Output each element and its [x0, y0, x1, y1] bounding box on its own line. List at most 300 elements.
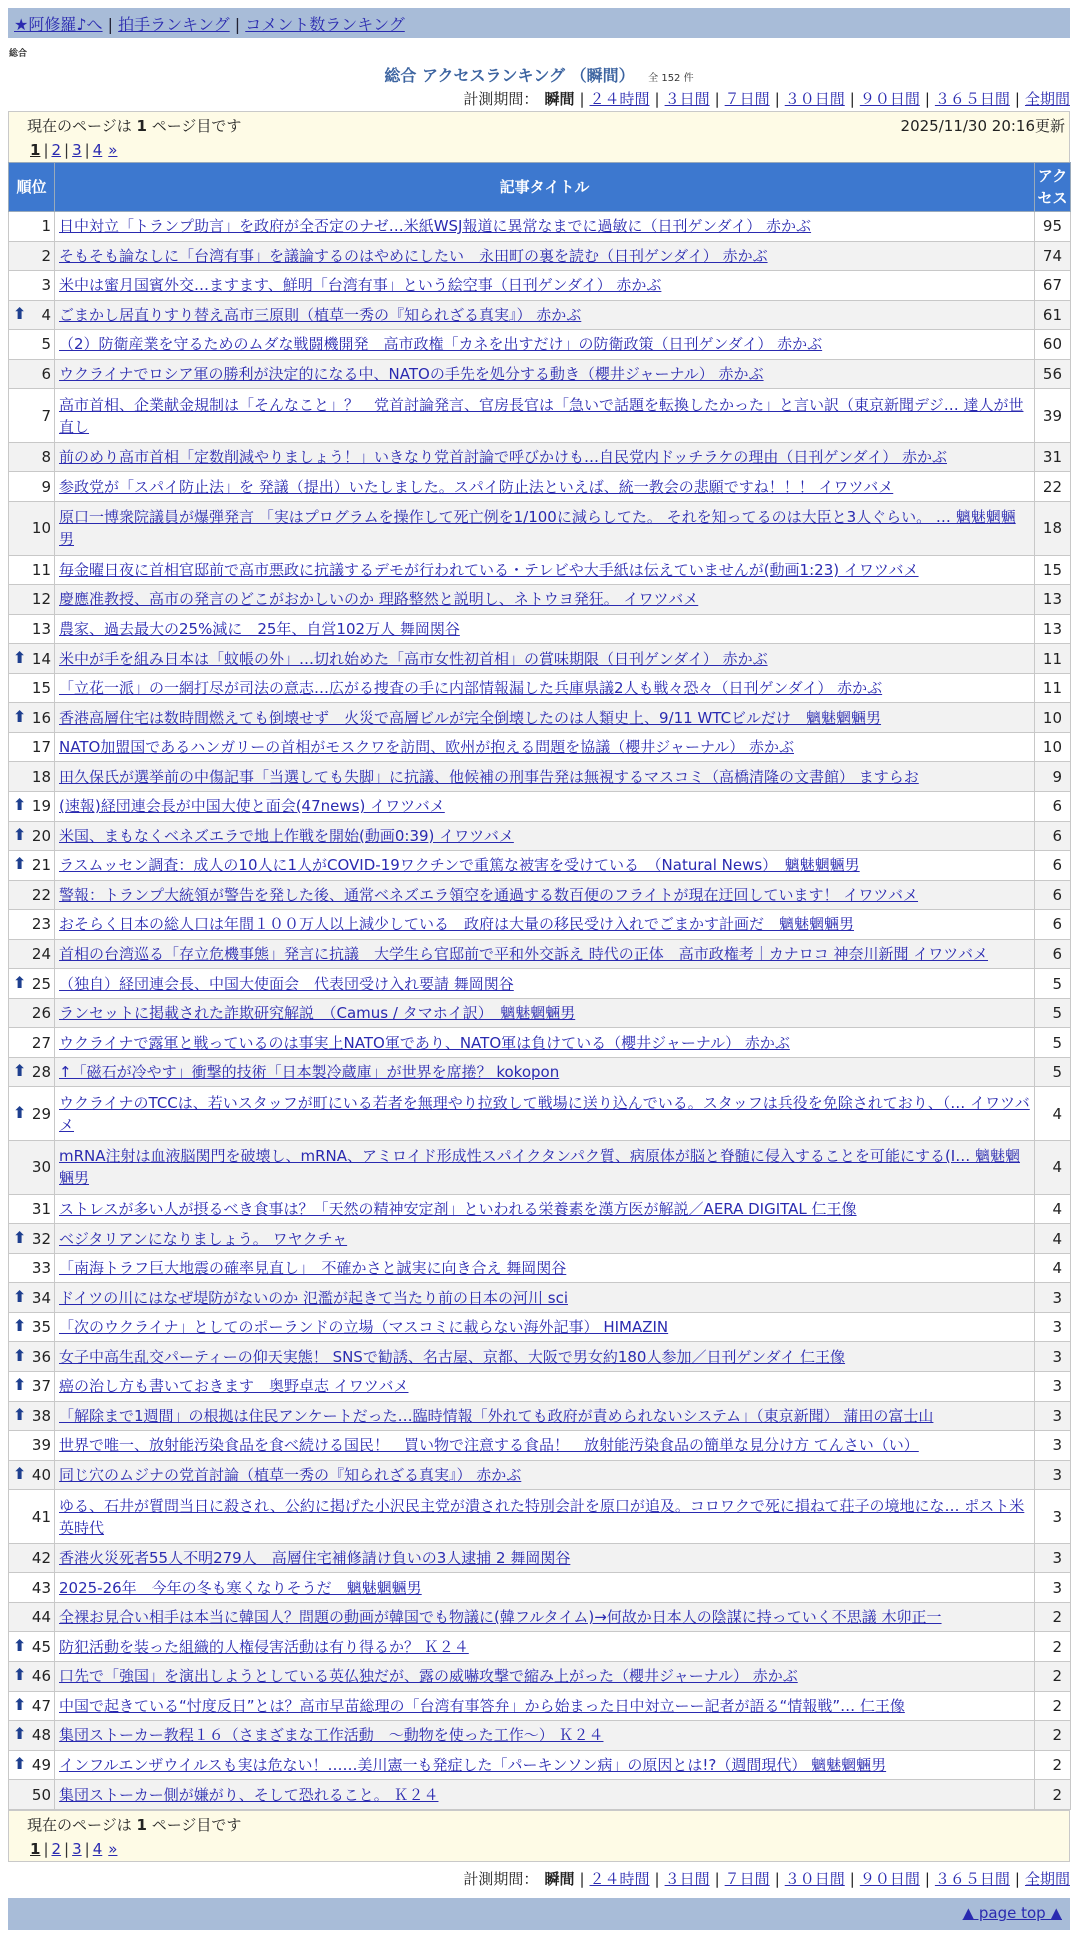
article-title-link[interactable]: 日中対立「トランプ助言」を政府が全否定のナゼ…米紙WSJ報道に異常なまでに過敏に（日刊ゲンダイ） 赤かぶ [59, 217, 812, 236]
up-arrow-icon: ⬆ [13, 303, 27, 323]
table-row [9, 851, 1071, 881]
access-count: 2 [1035, 1691, 1071, 1721]
page-top-link[interactable]: ▲ page top ▲ [962, 1904, 1062, 1922]
table-row [9, 1057, 1071, 1087]
table-row [9, 330, 1071, 360]
article-title-link[interactable]: 農家、過去最大の25%減に 25年、自営102万人 舞岡関谷 [59, 619, 460, 638]
rank-cell [9, 555, 55, 585]
rank-number: 29 [31, 1104, 51, 1123]
article-title-link[interactable]: ウクライナのTCCは、若いスタッフが町にいる若者を無理やり拉致して戦場に送り込んでいる。スタッフは兵役を免除されており、（… イワツバメ [59, 1093, 1030, 1134]
article-title-link[interactable]: ウクライナでロシア軍の勝利が決定的になる中、NATOの手先を処分する動き（櫻井ジャーナル） 赤かぶ [59, 365, 764, 383]
rank-cell [9, 1721, 55, 1751]
rank-number: 44 [31, 1608, 51, 1627]
rank-number: 1 [41, 217, 51, 236]
up-arrow-icon: ⬆ [13, 1375, 27, 1395]
access-count: 4 [1035, 1253, 1071, 1283]
table-row [9, 1401, 1071, 1431]
page-title [0, 63, 1078, 86]
up-arrow-icon: ⬆ [13, 1102, 27, 1122]
table-row [9, 644, 1071, 674]
title-cell [55, 585, 1035, 615]
table-row [9, 821, 1071, 851]
access-count: 6 [1035, 851, 1071, 881]
title-cell [55, 330, 1035, 360]
rank-number: 41 [31, 1507, 51, 1526]
rank-cell [9, 1372, 55, 1402]
title-cell [55, 732, 1035, 762]
access-count: 74 [1035, 241, 1071, 271]
rank-cell [9, 1312, 55, 1342]
table-row [9, 300, 1071, 330]
access-count: 9 [1035, 762, 1071, 792]
article-title-link[interactable]: 毎金曜日夜に首相官邸前で高市悪政に抗議するデモが行われている・テレビや大手紙は伝えていませんが(動画1:23) イワツバメ [59, 560, 919, 579]
article-title-link[interactable]: 「次のウクライナ」としてのポーランドの立場（マスコミに載らない海外記事） HIMAZIN [59, 1318, 669, 1337]
period-selector-top [463, 88, 1070, 109]
article-title-link[interactable]: （独自）経団連会長、中国大使面会 代表団受け入れ要請 舞岡関谷 [59, 974, 514, 993]
rank-cell [9, 1141, 55, 1195]
rank-number: 24 [31, 945, 51, 963]
rank-number: 25 [31, 974, 51, 993]
title-cell [55, 1312, 1035, 1342]
table-row [9, 1490, 1071, 1544]
bottom-bar [8, 1898, 1070, 1930]
article-title-link[interactable]: 集団ストーカー教程１６（さまざまな工作活動 ～動物を使った工作～） Ｋ２４ [59, 1726, 604, 1745]
title-cell [55, 1253, 1035, 1283]
access-count: 6 [1035, 939, 1071, 969]
rank-cell [9, 1662, 55, 1692]
article-title-link[interactable]: 田久保氏が選挙前の中傷記事「当選しても失脚」に抗議、他候補の刑事告発は無視するマスコミ（高橋清隆の文書館） ますらお [59, 767, 919, 786]
article-title-link[interactable]: ラスムッセン調査：成人の10人に1人がCOVID-19ワクチンで重篤な被害を受けている （Natural News） 魑魅魍魎男 [59, 856, 860, 875]
title-cell [55, 1372, 1035, 1402]
table-row [9, 442, 1071, 472]
title-cell [55, 998, 1035, 1028]
rank-number: 30 [31, 1158, 51, 1177]
rank-cell [9, 1431, 55, 1461]
page-info-prefix: 現在のページは [27, 1816, 132, 1834]
period-separator: | [654, 90, 660, 108]
page-link-2[interactable]: 2 [51, 141, 62, 159]
period-link-0[interactable]: ２４時間 [589, 90, 650, 108]
article-title-link[interactable]: (速報)経団連会長が中国大使と面会(47news) イワツバメ [59, 797, 445, 816]
access-count: 10 [1035, 732, 1071, 762]
rank-number: 28 [31, 1063, 51, 1082]
period-link-2[interactable]: ７日間 [724, 1870, 770, 1888]
up-arrow-icon: ⬆ [13, 972, 27, 992]
table-row [9, 703, 1071, 733]
article-title-link[interactable]: 香港高層住宅は数時間燃えても倒壊せず 火災で高層ビルが完全倒壊したのは人類史上、9/11 WTCビルだけ 魑魅魍魎男 [59, 708, 882, 727]
access-count: 3 [1035, 1431, 1071, 1461]
article-title-link[interactable]: 首相の台湾巡る「存立危機事態」発言に抗議 大学生ら官邸前で平和外交訴え 時代の正体 高市政権考｜カナロコ 神奈川新聞 イワツバメ [59, 945, 989, 963]
rank-cell [9, 472, 55, 502]
access-count: 3 [1035, 1372, 1071, 1402]
title-cell [55, 792, 1035, 822]
pagination-panel-bottom [8, 1810, 1070, 1862]
page-info-number: 1 [136, 117, 147, 135]
section-label: 総合 [9, 49, 28, 59]
article-title-link[interactable]: 防犯活動を装った組織的人権侵害活動は有り得るか？ Ｋ２４ [59, 1637, 469, 1656]
period-separator: | [774, 90, 780, 108]
title-cell [55, 300, 1035, 330]
current-page-number: 1 [30, 1840, 41, 1858]
table-row [9, 1460, 1071, 1490]
rank-number: 49 [31, 1755, 51, 1774]
access-count: 10 [1035, 703, 1071, 733]
page-link-3[interactable]: 3 [72, 141, 82, 159]
rank-number: 3 [41, 276, 51, 295]
table-row [9, 1543, 1071, 1573]
up-arrow-icon: ⬆ [13, 1404, 27, 1424]
title-cell [55, 271, 1035, 301]
up-arrow-icon: ⬆ [13, 1286, 27, 1306]
rank-cell [9, 1194, 55, 1224]
table-row [9, 792, 1071, 822]
table-row [9, 1141, 1071, 1195]
rank-number: 14 [31, 649, 51, 668]
rank-number: 32 [31, 1229, 51, 1248]
table-row [9, 1028, 1071, 1058]
title-cell [55, 359, 1035, 389]
period-separator: | [579, 90, 585, 108]
article-title-link[interactable]: 中国で起きている“忖度反日”とは？高市早苗総理の「台湾有事答弁」から始まった日中対立ーー記者が語る“情報戦”… 仁王像 [59, 1696, 905, 1715]
period-separator: | [849, 1870, 855, 1888]
rank-number: 6 [41, 365, 51, 383]
table-row [9, 1573, 1071, 1603]
access-count: 6 [1035, 792, 1071, 822]
rank-number: 27 [31, 1033, 51, 1052]
title-cell [55, 851, 1035, 881]
period-link-1[interactable]: ３日間 [664, 1870, 710, 1888]
article-title-link[interactable]: そもそも論なしに「台湾有事」を議論するのはやめにしたい 永田町の裏を読む（日刊ゲンダイ） 赤かぶ [59, 246, 768, 265]
period-link-5[interactable]: ３６５日間 [934, 1870, 1010, 1888]
access-count: 60 [1035, 330, 1071, 360]
rank-number: 46 [31, 1667, 51, 1686]
rank-number: 50 [31, 1785, 51, 1804]
access-count: 3 [1035, 1342, 1071, 1372]
period-link-0[interactable]: ２４時間 [589, 1870, 650, 1888]
article-title-link[interactable]: 全裸お見合い相手は本当に韓国人？問題の動画が韓国でも物議に(韓フルタイム)→何故か日本人の陰謀に持っていく不思議 木卯正一 [59, 1608, 942, 1627]
article-title-link[interactable]: ストレスが多い人が摂るべき食事は？「天然の精神安定剤」といわれる栄養素を漢方医が解説／AERA DIGITAL 仁王像 [59, 1199, 857, 1218]
period-separator: | [1014, 1870, 1020, 1888]
access-count: 95 [1035, 212, 1071, 242]
article-title-link[interactable]: 女子中高生乱交パーティーの仰天実態！ SNSで勧誘、名古屋、京都、大阪で男女約180人参加／日刊ゲンダイ 仁王像 [59, 1347, 846, 1366]
page-link-4[interactable]: 4 [92, 141, 103, 159]
access-count: 2 [1035, 1780, 1071, 1810]
article-title-link[interactable]: おそらく日本の総人口は年間１００万人以上減少している 政府は大量の移民受け入れでごまかす計画だ 魑魅魍魎男 [59, 915, 855, 934]
up-arrow-icon: ⬆ [13, 854, 27, 874]
page-info-prefix: 現在のページは [27, 117, 132, 135]
rank-cell [9, 732, 55, 762]
rank-number: 2 [41, 246, 51, 265]
title-cell [55, 1632, 1035, 1662]
access-count: 3 [1035, 1312, 1071, 1342]
total-count: 全 152 件 [648, 73, 694, 84]
up-arrow-icon: ⬆ [13, 1753, 27, 1773]
title-cell [55, 1460, 1035, 1490]
rank-number: 48 [31, 1726, 51, 1745]
rank-cell [9, 502, 55, 556]
up-arrow-icon: ⬆ [13, 706, 27, 726]
table-row [9, 271, 1071, 301]
table-row [9, 555, 1071, 585]
table-row [9, 939, 1071, 969]
table-row [9, 1194, 1071, 1224]
title-cell [55, 703, 1035, 733]
article-title-link[interactable]: 同じ穴のムジナの党首討論（植草一秀の『知られざる真実』） 赤かぶ [59, 1465, 522, 1484]
article-title-link[interactable]: 警報：トランプ大統領が警告を発した後、通常ベネズエラ領空を通過する数百便のフライトが現在迂回しています！ イワツバメ [59, 885, 919, 904]
pager-separator: | [64, 141, 70, 159]
title-cell [55, 910, 1035, 940]
access-count: 2 [1035, 1750, 1071, 1780]
rank-number: 21 [31, 856, 51, 875]
table-row [9, 1750, 1071, 1780]
article-title-link[interactable]: ウクライナで露軍と戦っているのは事実上NATO軍であり、NATO軍は負けている（櫻井ジャーナル） 赤かぶ [59, 1033, 790, 1052]
rank-number: 20 [31, 826, 51, 845]
rank-cell [9, 792, 55, 822]
title-cell [55, 555, 1035, 585]
access-count: 39 [1035, 389, 1071, 443]
ranking-table-body [9, 212, 1071, 1810]
rank-cell [9, 1224, 55, 1254]
rank-cell [9, 389, 55, 443]
rank-number: 23 [31, 915, 51, 934]
table-row [9, 1431, 1071, 1461]
period-separator: | [654, 1870, 660, 1888]
access-count: 56 [1035, 359, 1071, 389]
access-count: 2 [1035, 1662, 1071, 1692]
rank-cell [9, 359, 55, 389]
article-title-link[interactable]: ランセットに掲載された詐欺研究解説 （Camus / タマホイ訳） 魑魅魍魎男 [59, 1004, 576, 1023]
current-page-info [27, 1813, 1051, 1837]
access-count: 6 [1035, 880, 1071, 910]
article-title-link[interactable]: 原口一博衆院議員が爆弾発言 「実はプログラムを操作して死亡例を1/100に減らしてた。 それを知ってるのは大臣と3人ぐらい。 … 魑魅魍魎男 [59, 508, 1016, 549]
period-separator: | [714, 90, 720, 108]
rank-cell [9, 1490, 55, 1544]
clap-ranking-link[interactable]: 拍手ランキング [118, 15, 230, 34]
page-link-4[interactable]: 4 [92, 1840, 103, 1858]
current-page-info [27, 114, 1051, 138]
up-arrow-icon: ⬆ [13, 795, 27, 815]
article-title-link[interactable]: 米国、まもなくベネズエラで地上作戦を開始(動画0:39) イワツバメ [59, 826, 514, 845]
rank-cell [9, 910, 55, 940]
rank-cell [9, 1750, 55, 1780]
table-row [9, 1283, 1071, 1313]
up-arrow-icon: ⬆ [13, 1724, 27, 1744]
pager-separator: | [84, 1840, 90, 1858]
access-count: 3 [1035, 1401, 1071, 1431]
article-title-link[interactable]: ごまかし居直りすり替え高市三原則（植草一秀の『知られざる真実』） 赤かぶ [59, 305, 582, 324]
rank-number: 34 [31, 1288, 51, 1307]
rank-cell [9, 880, 55, 910]
title-cell [55, 1224, 1035, 1254]
rank-number: 36 [31, 1347, 51, 1366]
rank-cell [9, 330, 55, 360]
rank-number: 37 [31, 1377, 51, 1396]
pager-separator: | [84, 141, 90, 159]
period-link-3[interactable]: ３０日間 [784, 1870, 845, 1888]
period-current: 瞬間 [544, 90, 575, 108]
period-link-1[interactable]: ３日間 [664, 90, 710, 108]
period-link-6[interactable]: 全期間 [1024, 90, 1070, 108]
rank-cell [9, 271, 55, 301]
rank-number: 7 [41, 406, 51, 425]
rank-cell [9, 1253, 55, 1283]
rank-column-header: 順位 [9, 163, 55, 212]
article-title-link[interactable]: mRNA注射は血液脳関門を破壊し、mRNA、アミロイド形成性スパイクタンパク質、病原体が脳と脊髄に侵入することを可能にする(I… 魑魅魍魎男 [59, 1147, 1020, 1188]
next-page-link[interactable]: » [108, 141, 118, 159]
title-cell [55, 1194, 1035, 1224]
rank-number: 47 [31, 1696, 51, 1715]
next-page-link[interactable]: » [108, 1840, 118, 1858]
rank-number: 26 [31, 1004, 51, 1023]
article-title-link[interactable]: 世界で唯一、放射能汚染食品を食べ続ける国民！ 買い物で注意する食品！ 放射能汚染食品の簡単な見分け方 てんさい（い） [59, 1436, 919, 1455]
rank-cell [9, 1401, 55, 1431]
table-row [9, 969, 1071, 999]
access-count: 3 [1035, 1573, 1071, 1603]
article-title-link[interactable]: 米中は蜜月国賓外交…ますます、鮮明「台湾有事」という絵空事（日刊ゲンダイ） 赤かぶ [59, 276, 662, 295]
access-count: 15 [1035, 555, 1071, 585]
up-arrow-icon: ⬆ [13, 1316, 27, 1336]
rank-number: 18 [31, 767, 51, 786]
title-cell [55, 1721, 1035, 1751]
article-title-link[interactable]: 慶應准教授、高市の発言のどこがおかしいのか 理路整然と説明し、ネトウヨ発狂。 イワツバメ [59, 590, 699, 609]
table-row [9, 614, 1071, 644]
article-title-link[interactable]: ベジタリアンになりましょう。 ワヤクチャ [59, 1229, 348, 1248]
access-count: 13 [1035, 585, 1071, 615]
table-row [9, 880, 1071, 910]
article-title-link[interactable]: （2）防衛産業を守るためのムダな戦闘機開発 高市政権「カネを出すだけ」の防衛政策（日刊ゲンダイ） 赤かぶ [59, 335, 823, 354]
access-count: 22 [1035, 472, 1071, 502]
period-link-3[interactable]: ３０日間 [784, 90, 845, 108]
access-count: 11 [1035, 644, 1071, 674]
rank-number: 35 [31, 1318, 51, 1337]
page-link-2[interactable]: 2 [51, 1840, 62, 1858]
table-row [9, 1691, 1071, 1721]
rank-number: 4 [41, 305, 51, 324]
period-separator: | [714, 1870, 720, 1888]
article-title-link[interactable]: NATO加盟国であるハンガリーの首相がモスクワを訪問、欧州が抱える問題を協議（櫻井ジャーナル） 赤かぶ [59, 738, 795, 757]
up-arrow-icon: ⬆ [13, 1227, 27, 1247]
rank-number: 39 [31, 1436, 51, 1455]
access-count: 4 [1035, 1087, 1071, 1141]
pager-separator: | [43, 1840, 49, 1858]
rank-number: 11 [31, 560, 51, 579]
pager-separator: | [43, 141, 49, 159]
access-count: 2 [1035, 1602, 1071, 1632]
title-cell [55, 1602, 1035, 1632]
page-info-suffix: ページ目です [151, 117, 242, 135]
title-cell [55, 472, 1035, 502]
article-title-link[interactable]: 「解除まで1週間」の根拠は住民アンケートだった…臨時情報「外れても政府が責められないシステム」（東京新聞） 蒲田の富士山 [59, 1406, 934, 1425]
period-separator: | [849, 90, 855, 108]
article-title-link[interactable]: 2025-26年 今年の冬も寒くなりそうだ 魑魅魍魎男 [59, 1578, 422, 1597]
access-count: 3 [1035, 1283, 1071, 1313]
up-arrow-icon: ⬆ [13, 1061, 27, 1081]
updated-timestamp: 2025/11/30 20:16更新 [900, 117, 1065, 135]
access-column-header: アクセス [1035, 163, 1071, 212]
article-title-link[interactable]: 参政党が「スパイ防止法」を 発議（提出）いたしました。スパイ防止法といえば、統一教会の悲願ですね！！！ イワツバメ [59, 477, 894, 496]
article-title-link[interactable]: 前のめり高市首相「定数削減やりましょう！」いきなり党首討論で呼びかけも…自民党内ドッチラケの理由（日刊ゲンダイ） 赤かぶ [59, 448, 947, 467]
rank-number: 43 [31, 1578, 51, 1597]
title-cell [55, 1691, 1035, 1721]
rank-cell [9, 1283, 55, 1313]
rank-number: 33 [31, 1259, 51, 1278]
period-link-4[interactable]: ９０日間 [859, 90, 920, 108]
article-title-link[interactable]: 「立花一派」の一網打尽が司法の意志…広がる捜査の手に内部情報漏した兵庫県議2人も戦々恐々（日刊ゲンダイ） 赤かぶ [59, 679, 883, 698]
title-cell [55, 442, 1035, 472]
rank-cell [9, 1780, 55, 1810]
rank-cell [9, 703, 55, 733]
title-cell [55, 880, 1035, 910]
table-row [9, 1087, 1071, 1141]
article-title-link[interactable]: 香港火災死者55人不明279人 高層住宅補修請け負いの3人逮捕 2 舞岡関谷 [59, 1549, 571, 1568]
article-title-link[interactable]: ゆる、石井が質問当日に殺され、公約に掲げた小沢民主党が潰された特別会計を原口が追及。コロワクで死に損ねて荘子の境地にな… ポスト米英時代 [59, 1496, 1025, 1537]
access-count: 2 [1035, 1632, 1071, 1662]
rank-number: 9 [41, 477, 51, 496]
pagination-panel-top [8, 111, 1070, 163]
period-link-4[interactable]: ９０日間 [859, 1870, 920, 1888]
rank-number: 10 [31, 519, 51, 538]
article-title-link[interactable]: ↑「磁石が冷やす」衝撃的技術「日本製冷蔵庫」が世界を席捲？ kokopon [59, 1063, 560, 1082]
rank-number: 12 [31, 590, 51, 609]
home-link[interactable]: ★阿修羅♪へ [14, 15, 103, 34]
rank-number: 22 [31, 885, 51, 904]
comment-ranking-link[interactable]: コメント数ランキング [245, 15, 405, 34]
rank-number: 45 [31, 1637, 51, 1656]
table-row [9, 585, 1071, 615]
page-link-3[interactable]: 3 [72, 1840, 82, 1858]
title-cell [55, 1431, 1035, 1461]
table-row [9, 359, 1071, 389]
article-title-link[interactable]: 集団ストーカー側が嫌がり、そして恐れること。 Ｋ２４ [59, 1785, 439, 1804]
rank-cell [9, 1087, 55, 1141]
title-cell [55, 241, 1035, 271]
table-row [9, 1780, 1071, 1810]
period-link-5[interactable]: ３６５日間 [934, 90, 1010, 108]
article-title-link[interactable]: ドイツの川にはなぜ堤防がないのか 氾濫が起きて当たり前の日本の河川 sci [59, 1288, 569, 1307]
title-cell [55, 644, 1035, 674]
rank-number: 31 [31, 1199, 51, 1218]
period-separator: | [924, 1870, 930, 1888]
access-count: 3 [1035, 1490, 1071, 1544]
rank-cell [9, 1543, 55, 1573]
title-cell [55, 389, 1035, 443]
access-count: 61 [1035, 300, 1071, 330]
up-arrow-icon: ⬆ [13, 1665, 27, 1685]
rank-number: 40 [31, 1465, 51, 1484]
article-title-link[interactable]: 「南海トラフ巨大地震の確率見直し」 不確かさと誠実に向き合え 舞岡関谷 [59, 1259, 567, 1278]
pager [27, 138, 1051, 162]
rank-cell [9, 821, 55, 851]
article-title-link[interactable]: 米中が手を組み日本は「蚊帳の外」…切れ始めた「高市女性初首相」の賞味期限（日刊ゲンダイ） 赤かぶ [59, 649, 768, 668]
rank-cell [9, 1632, 55, 1662]
rank-cell [9, 212, 55, 242]
rank-cell [9, 1057, 55, 1087]
period-link-2[interactable]: ７日間 [724, 90, 770, 108]
article-title-link[interactable]: 口先で「強国」を演出しようとしている英仏独だが、露の威嚇攻撃で縮み上がった（櫻井ジャーナル） 赤かぶ [59, 1667, 798, 1686]
title-cell [55, 1490, 1035, 1544]
table-row [9, 502, 1071, 556]
title-cell [55, 614, 1035, 644]
title-cell [55, 762, 1035, 792]
pager-separator: | [64, 1840, 70, 1858]
period-link-6[interactable]: 全期間 [1024, 1870, 1070, 1888]
title-column-header: 記事タイトル [55, 163, 1035, 212]
article-title-link[interactable]: インフルエンザウイルスも実は危ない！……美川憲一も発症した「パーキンソン病」の原因とは!?（週間現代） 魑魅魍魎男 [59, 1755, 887, 1774]
title-cell [55, 1028, 1035, 1058]
article-title-link[interactable]: 高市首相、企業献金規制は「そんなこと」？ 党首討論発言、官房長官は「急いで話題を転換したかった」と言い訳（東京新聞デジ… 達人が世直し [59, 395, 1024, 436]
article-title-link[interactable]: 癌の治し方も書いておきます 奥野卓志 イワツバメ [59, 1377, 409, 1396]
table-row [9, 732, 1071, 762]
